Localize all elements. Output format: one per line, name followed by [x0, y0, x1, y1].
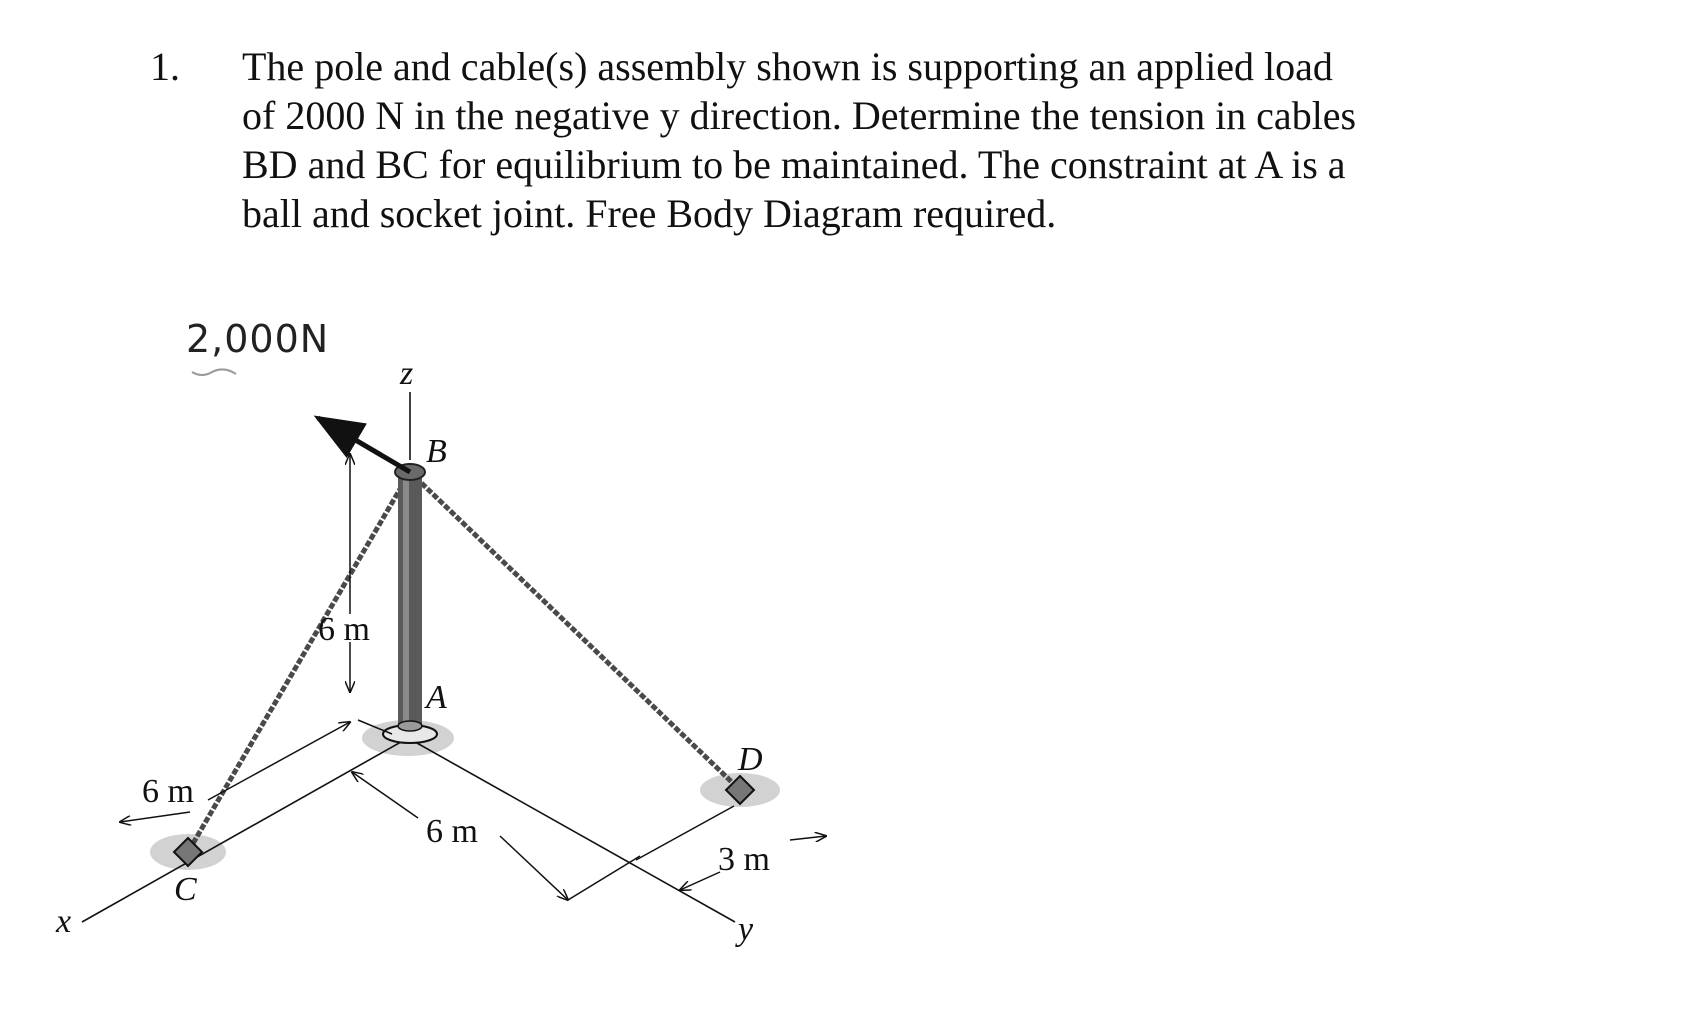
- dim-ac-line-back: [120, 812, 190, 822]
- point-c-label: C: [174, 871, 197, 908]
- z-axis-label: z: [400, 355, 414, 392]
- problem-line-4: ball and socket joint. Free Body Diagram required.: [242, 191, 1057, 236]
- handwritten-underline: [192, 369, 236, 375]
- ball-socket-top: [398, 721, 422, 731]
- dim-ad-label: 6 m: [426, 813, 478, 850]
- problem-number: 1.: [150, 44, 180, 89]
- y-axis-label: y: [738, 911, 754, 948]
- cable-bd: [410, 472, 740, 790]
- dim-pole-height-label: 6 m: [318, 611, 370, 648]
- dim-ad-line-a: [352, 772, 418, 818]
- cables: [188, 472, 740, 852]
- problem-line-2: of 2000 N in the negative y direction. Determine the tension in cables: [242, 93, 1357, 138]
- problem-line-3: BD and BC for equilibrium to be maintained. The constraint at A is a: [242, 142, 1346, 187]
- dim-ad: [352, 772, 640, 900]
- dim-d-offset-label: 3 m: [718, 841, 770, 878]
- dim-ad-line-b: [500, 836, 568, 900]
- pole-body: [398, 472, 422, 730]
- cable-bc: [188, 472, 410, 852]
- load-arrow: [318, 418, 410, 472]
- problem-line-1: The pole and cable(s) assembly shown is supporting an applied load: [242, 44, 1333, 89]
- dim-d-offset-arrow-bottom: [680, 872, 720, 890]
- handwritten-load-label: 2,000N: [186, 317, 330, 361]
- dim-ac-line: [208, 722, 350, 800]
- x-axis-label: x: [56, 903, 72, 940]
- point-b-label: B: [426, 433, 447, 470]
- x-axis-line: [82, 738, 408, 922]
- dim-ac-label: 6 m: [142, 773, 194, 810]
- point-a-label: A: [426, 679, 447, 716]
- dim-d-offset-arrow-top: [790, 836, 826, 840]
- dim-ad-ext-end: [568, 856, 640, 900]
- point-d-label: D: [738, 741, 763, 778]
- pole-highlight: [403, 476, 409, 726]
